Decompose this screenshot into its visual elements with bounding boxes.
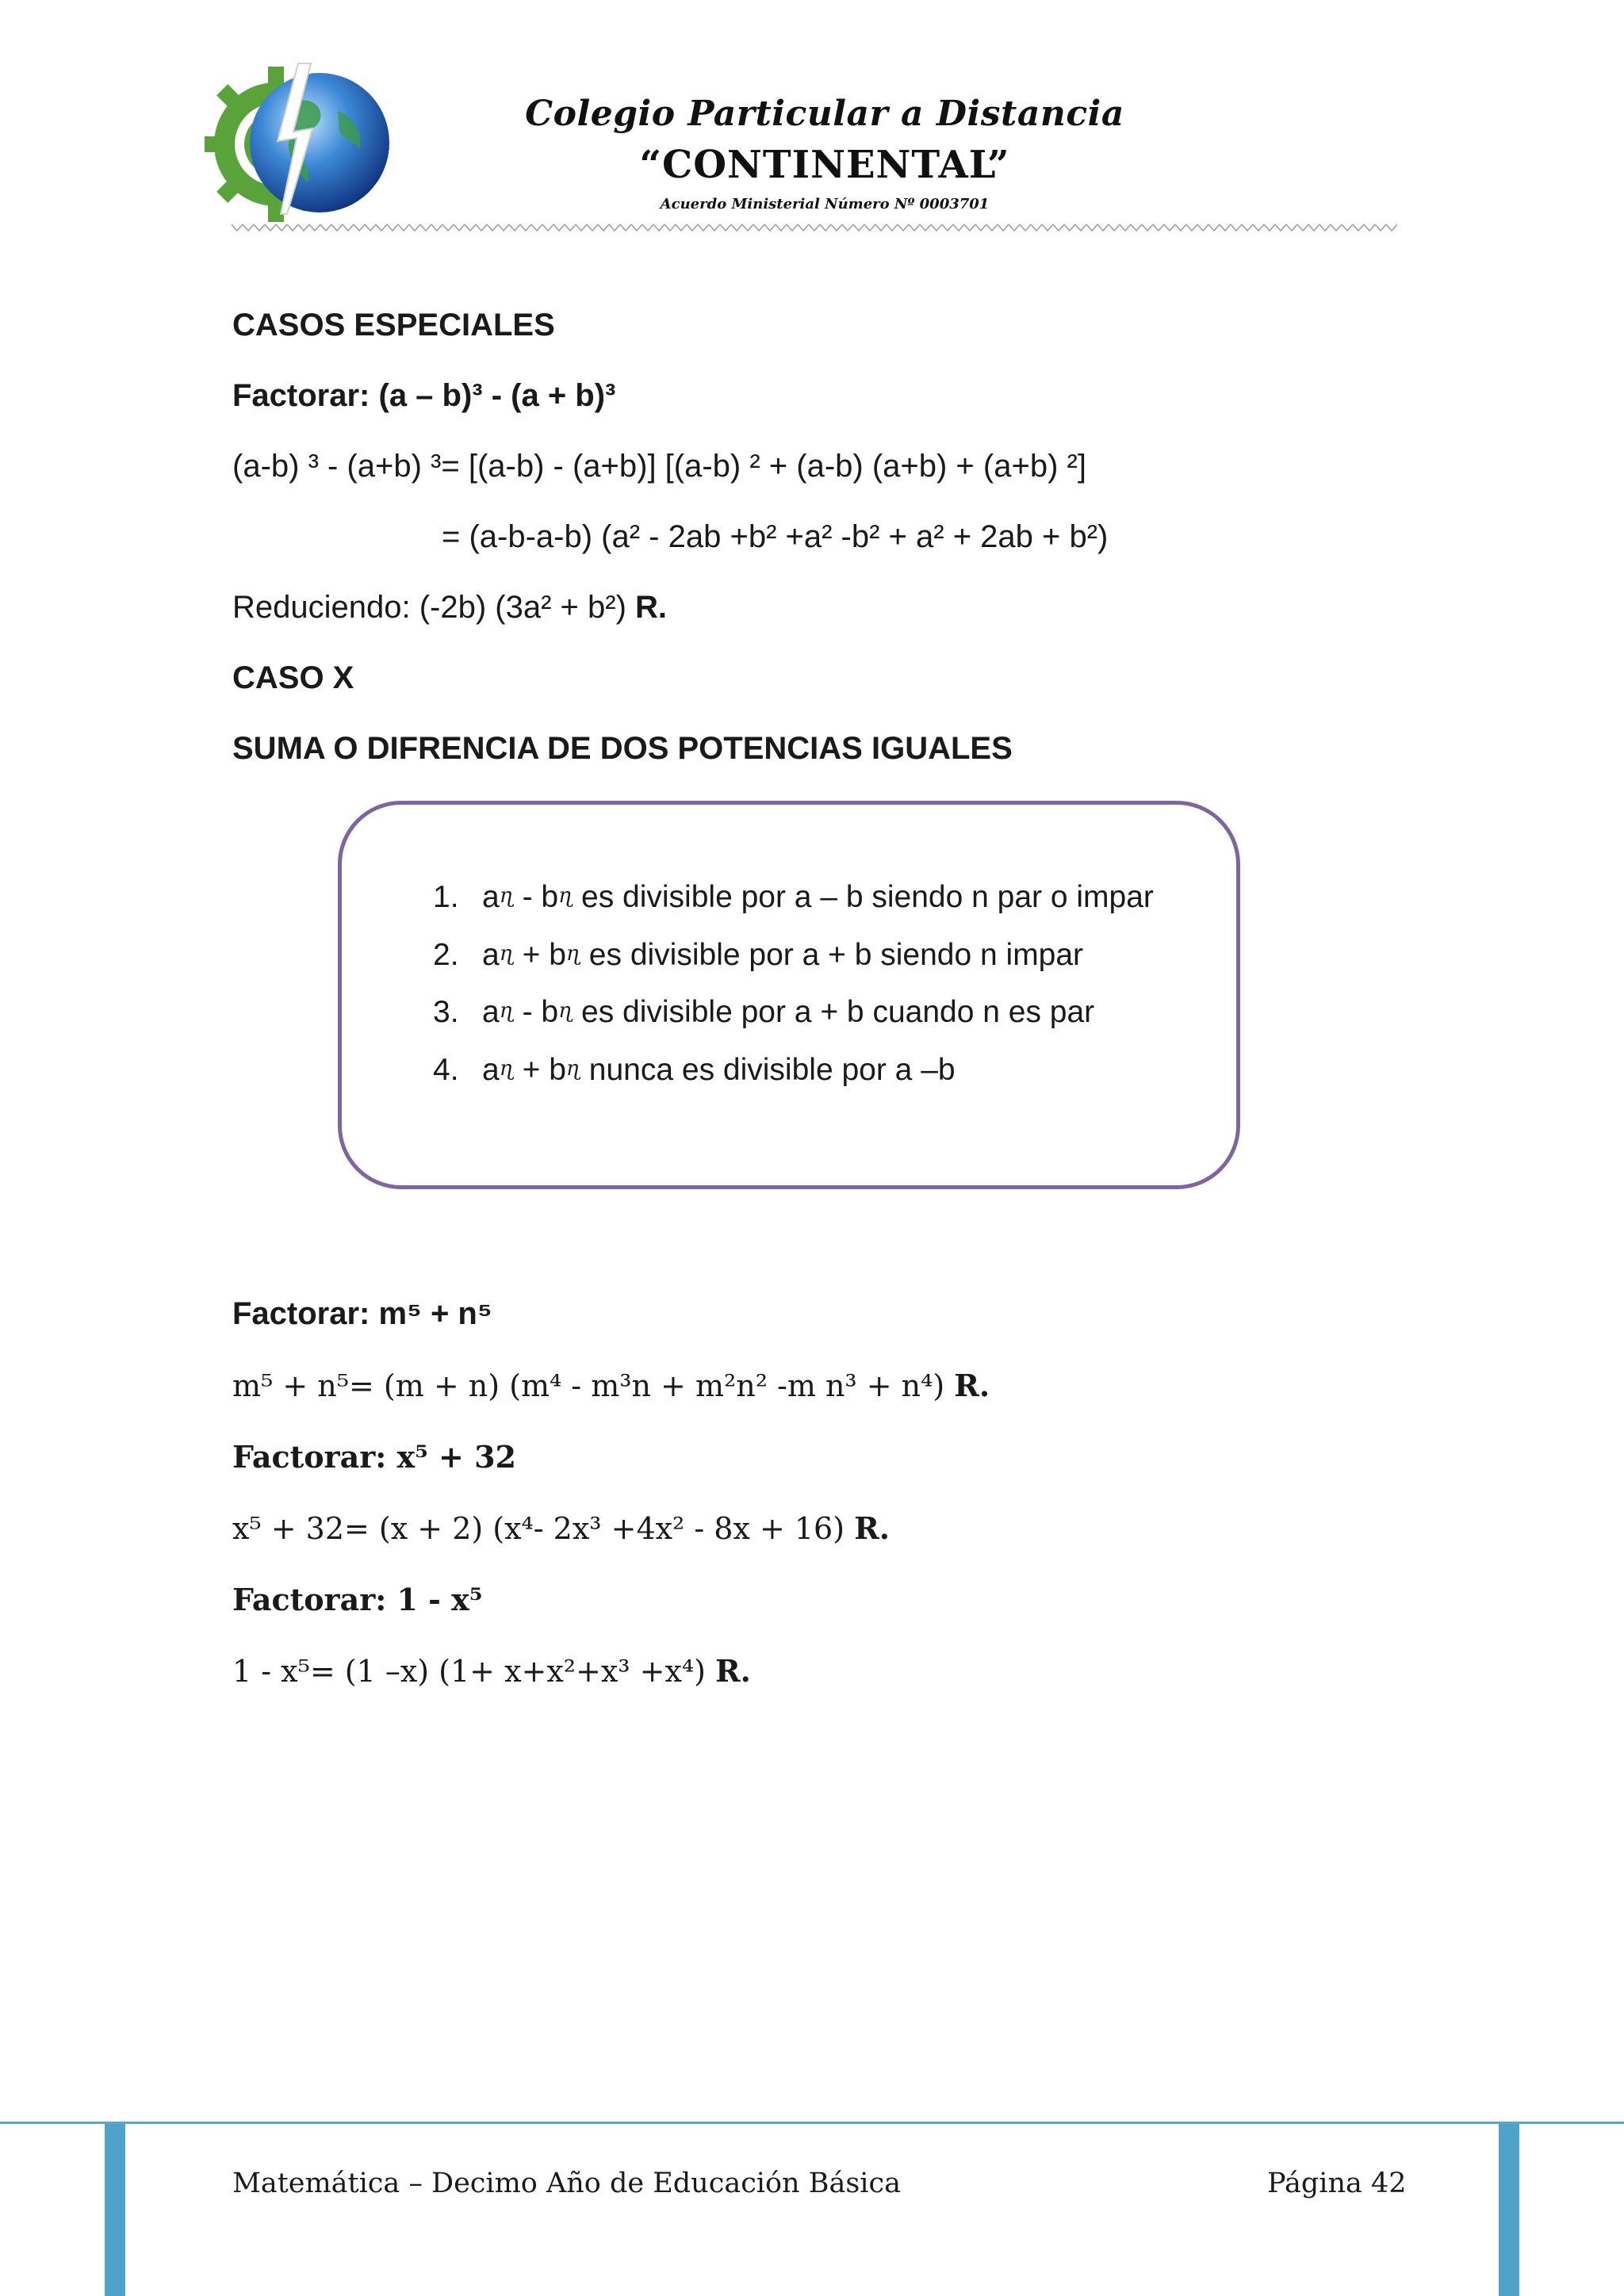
rule-exponent: ɳ — [558, 884, 573, 908]
rule-exponent: ɳ — [565, 1056, 580, 1081]
rule-text: es divisible por a + b cuando n es par — [573, 995, 1095, 1029]
rule-exponent: ɳ — [499, 1056, 514, 1081]
case-title: CASO X — [232, 660, 354, 695]
example-1-step-1: (a-b) ³ - (a+b) ³= [(a-b) - (a+b)] [(a-b) ² + (a-b) (a+b) + (a+b) ²] — [232, 449, 1086, 484]
agreement-number: Acuerdo Ministerial Número Nº 0003701 — [660, 196, 990, 212]
page-number: Página 42 — [1267, 2168, 1407, 2199]
rule-base-b: b — [549, 937, 566, 972]
rule-exponent: ɳ — [499, 941, 514, 966]
footer-right-bar — [1499, 2124, 1519, 2296]
rule-exponent: ɳ — [499, 999, 514, 1023]
footer-left-bar — [105, 2124, 125, 2296]
rule-exponent: ɳ — [499, 884, 514, 908]
rule-operator: + — [513, 1052, 550, 1087]
solution-text: 1 - x⁵= (1 –x) (1+ x+x²+x³ +x⁴) — [232, 1654, 716, 1689]
rules-list — [433, 868, 1154, 1098]
example-2-title: Factorar: m⁵ + n⁵ — [232, 1296, 492, 1331]
rule-base-b: b — [541, 880, 559, 914]
rule-item — [433, 983, 1154, 1041]
rule-base-a: a — [482, 1052, 500, 1087]
example-1-step-2: = (a-b-a-b) (a² - 2ab +b² +a² -b² + a² + 2ab + b²) — [442, 519, 1109, 554]
example-4-title: Factorar: 1 - x⁵ — [232, 1582, 483, 1617]
example-4-solution — [232, 1653, 751, 1689]
example-1-title: Factorar: (a – b)³ - (a + b)³ — [232, 378, 616, 413]
rule-base-b: b — [549, 1052, 566, 1087]
rule-text: es divisible por a – b siendo n par o impar — [573, 880, 1154, 914]
case-subtitle: SUMA O DIFRENCIA DE DOS POTENCIAS IGUALES — [232, 731, 1013, 766]
result-mark: R. — [954, 1368, 990, 1403]
rule-operator: + — [513, 937, 550, 972]
rule-exponent: ɳ — [558, 999, 573, 1023]
school-name-heading: “CONTINENTAL” — [639, 143, 1010, 187]
rule-base-b: b — [541, 995, 559, 1029]
example-2-solution — [232, 1368, 990, 1403]
footer-subject: Matemática – Decimo Año de Educación Básica — [232, 2168, 901, 2199]
reduction-text: Reduciendo: (-2b) (3a² + b²) — [232, 590, 636, 625]
rule-item — [433, 926, 1154, 984]
rule-operator: - — [513, 880, 542, 914]
example-3-solution — [232, 1510, 890, 1546]
rules-box — [338, 801, 1240, 1189]
rule-item — [433, 1041, 1154, 1099]
solution-text: x⁵ + 32= (x + 2) (x⁴- 2x³ +4x² - 8x + 16) — [232, 1511, 855, 1546]
example-3-title: Factorar: x⁵ + 32 — [232, 1439, 516, 1475]
rule-number: 2. — [433, 937, 459, 972]
rule-base-a: a — [482, 937, 500, 972]
example-1-reduction — [232, 590, 667, 626]
section-title: CASOS ESPECIALES — [232, 308, 555, 342]
rule-item — [433, 868, 1154, 926]
rule-text: nunca es divisible por a –b — [580, 1052, 956, 1087]
result-mark: R. — [854, 1510, 890, 1546]
rule-number: 3. — [433, 995, 459, 1029]
result-mark: R. — [635, 590, 668, 625]
school-type-heading: Colegio Particular a Distancia — [525, 94, 1124, 134]
rule-base-a: a — [482, 880, 500, 914]
header-divider — [232, 222, 1397, 233]
footer-divider — [0, 2122, 1624, 2124]
school-logo-icon — [205, 55, 395, 226]
rule-text: es divisible por a + b siendo n impar — [580, 937, 1084, 972]
rule-number: 4. — [433, 1052, 459, 1087]
result-mark: R. — [715, 1653, 751, 1689]
rule-base-a: a — [482, 995, 500, 1029]
rule-number: 1. — [433, 880, 459, 914]
solution-text: m⁵ + n⁵= (m + n) (m⁴ - m³n + m²n² -m n³ + n⁴) — [232, 1368, 955, 1403]
rule-exponent: ɳ — [565, 941, 580, 966]
rule-operator: - — [513, 995, 542, 1029]
